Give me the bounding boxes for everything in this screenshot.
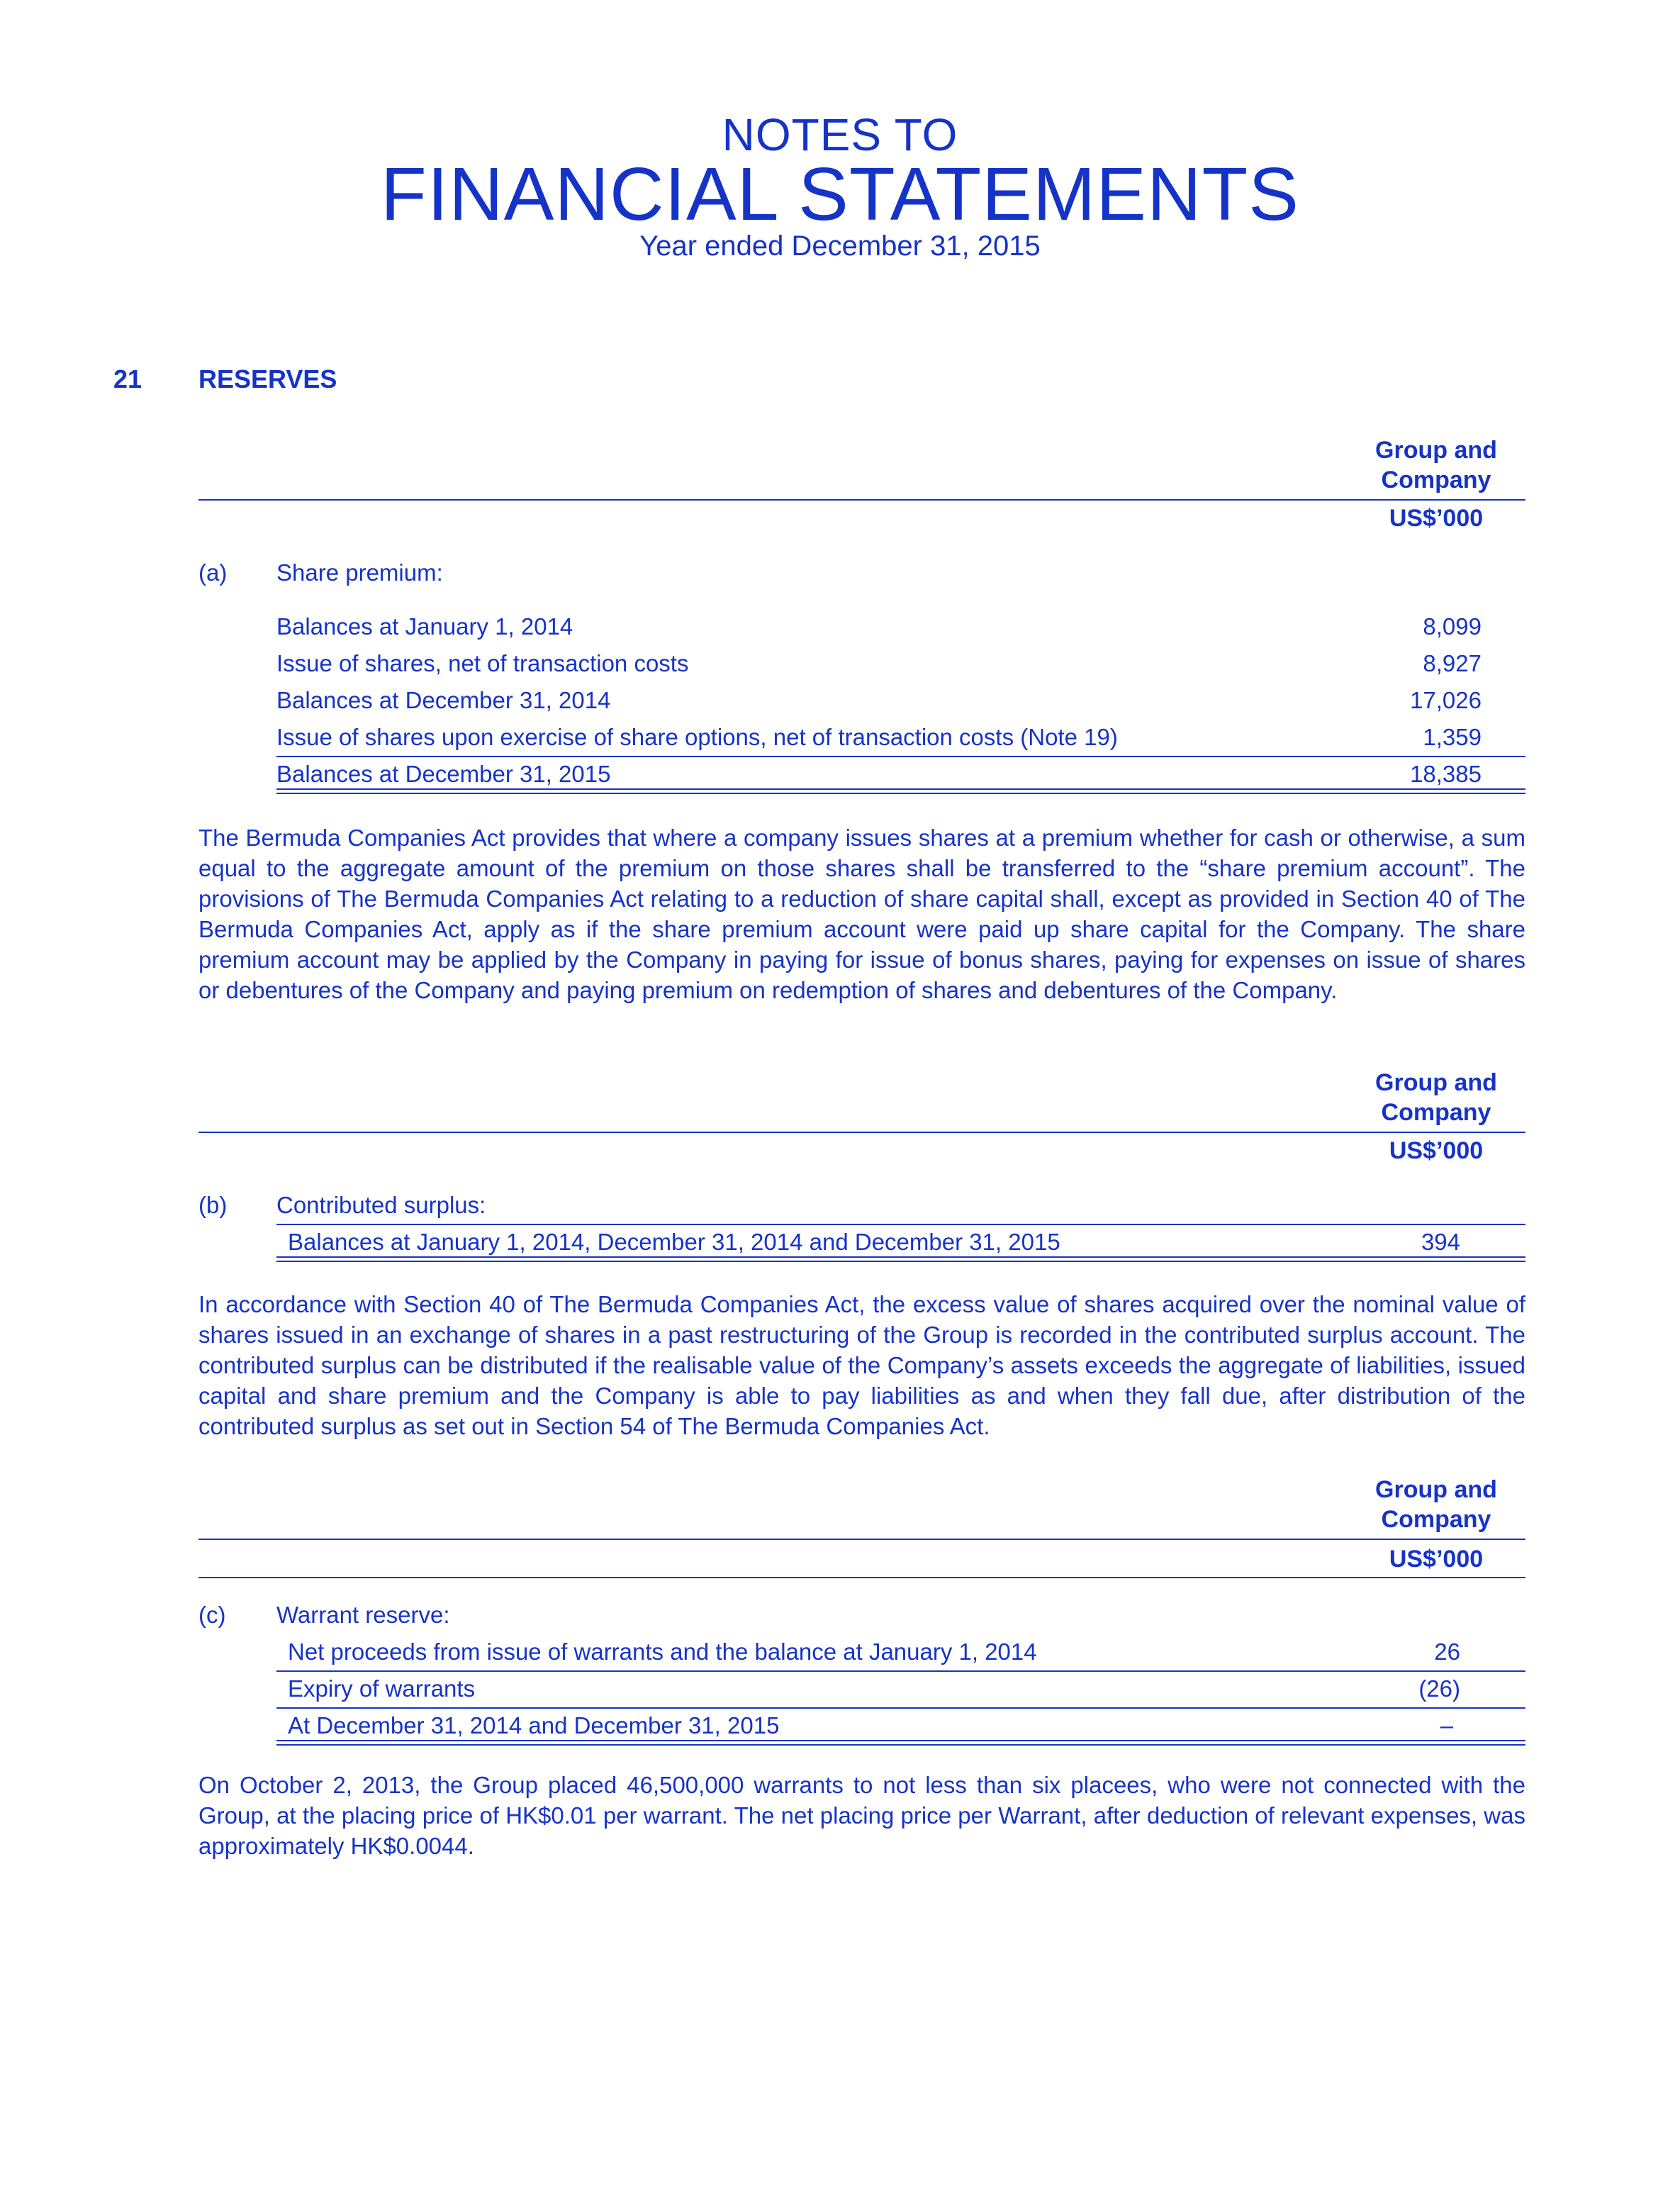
header-year-ended: Year ended December 31, 2015 [639,230,1041,262]
item-marker: (b) [198,1192,228,1218]
subtotal-divider [276,1707,1525,1709]
item-heading: Contributed surplus: [276,1192,486,1218]
table-row-value: 8,927 [1423,650,1482,676]
section-number: 21 [113,364,142,393]
column-header-group-and: Group and [1375,1069,1497,1096]
total-double-underline [276,1256,1525,1262]
column-header-company: Company [1381,467,1491,493]
column-header-company: Company [1381,1506,1491,1533]
subtotal-divider [276,756,1525,757]
header-financial-statements: FINANCIAL STATEMENTS [380,152,1300,236]
paragraph-contributed-surplus: In accordance with Section 40 of The Bermuda Companies Act, the excess value of shares acquired over the nominal value of shares issued in an exchange of shares in a past restructuring of the Group is recorded in the contributed surplus account. The contributed surplus can be distributed if the realisable value of the Company’s assets exceeds the aggregate of liabilities, issued capital and share premium and the Company is able to pay liabilities as and when they fall due, after distribution of the contributed surplus as set out in Section 54 of The Bermuda Companies Act. [198,1291,1525,1439]
table-row-value: (26) [1418,1675,1460,1702]
table-row-value: 8,099 [1423,613,1482,640]
paragraph-warrants: On October 2, 2013, the Group placed 46,500,000 warrants to not less than six placees, who were not connected with the Group, at the placing price of HK$0.01 per warrant. The net placing price per Warrant, after deduction of relevant expenses, was approximately HK$0.0044. [198,1772,1525,1859]
table-row-value: 1,359 [1423,724,1482,750]
divider [198,1577,1525,1578]
total-double-underline [276,788,1525,794]
table-row-label: Balances at December 31, 2014 [276,687,611,713]
divider [198,499,1525,501]
table-row-value: 18,385 [1410,761,1482,787]
item-marker: (c) [198,1602,226,1628]
column-unit: US$’000 [1389,1546,1484,1573]
table-row-label: Balances at January 1, 2014 [276,613,573,640]
table-row-label: Balances at December 31, 2015 [276,761,611,787]
item-heading: Share premium: [276,559,443,586]
divider [198,1132,1525,1133]
table-row-label: At December 31, 2014 and December 31, 2015 [288,1712,780,1738]
section-title: RESERVES [198,364,337,393]
row-divider [276,1670,1525,1672]
table-row-value: 26 [1434,1639,1460,1665]
table-row-label: Issue of shares, net of transaction costs [276,650,689,676]
table-row-value: 394 [1421,1229,1460,1255]
table-row-label: Balances at January 1, 2014, December 31, 2014 and December 31, 2015 [288,1229,1060,1255]
table-row-label: Issue of shares upon exercise of share options, net of transaction costs (Note 19) [276,724,1118,750]
paragraph-share-premium: The Bermuda Companies Act provides that where a company issues shares at a premium whether for cash or otherwise, a sum equal to the aggregate amount of the premium on those shares shall be transferred to the “share premium account”. The provisions of The Bermuda Companies Act relating to a reduction of share capital shall, except as provided in Section 40 of The Bermuda Companies Act, apply as if the share premium account were paid up share capital for the Company. The share premium account may be applied by the Company in paying for issue of bonus shares, paying for expenses on issue of shares or debentures of the Company and paying premium on redemption of shares and debentures of the Company. [198,825,1525,1003]
table-row-label: Expiry of warrants [288,1675,476,1702]
total-double-underline [276,1740,1525,1746]
column-header-company: Company [1381,1099,1491,1126]
column-header-group-and: Group and [1375,437,1497,464]
item-marker: (a) [198,559,228,586]
table-row-value: – [1440,1712,1453,1738]
column-unit: US$’000 [1389,1137,1484,1164]
column-header-group-and: Group and [1375,1476,1497,1503]
divider [198,1539,1525,1540]
item-heading: Warrant reserve: [276,1602,450,1628]
header-notes-to: NOTES TO [722,109,958,160]
table-row-value: 17,026 [1410,687,1482,713]
column-unit: US$’000 [1389,505,1484,532]
table-row-label: Net proceeds from issue of warrants and the balance at January 1, 2014 [288,1639,1037,1665]
subtotal-divider [276,1224,1525,1225]
